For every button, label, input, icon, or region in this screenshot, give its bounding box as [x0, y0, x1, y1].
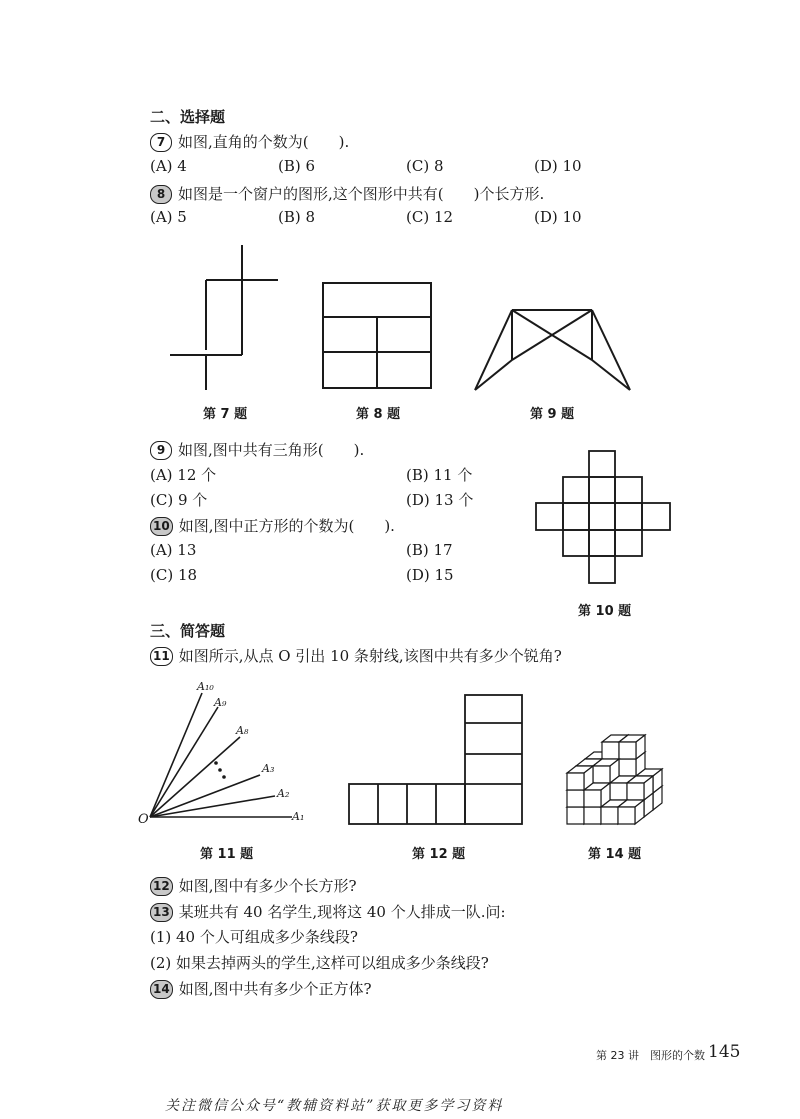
cube-face — [567, 807, 584, 824]
option-b: (B) 6 — [278, 157, 316, 175]
page-number: 145 — [708, 1042, 741, 1062]
option-c: (C) 9 个 — [150, 491, 208, 509]
option-a: (A) 5 — [150, 208, 187, 226]
option-d: (D) 10 — [534, 157, 582, 175]
question-8 — [150, 183, 544, 204]
question-11 — [150, 645, 562, 666]
question-text: 如图,图中正方形的个数为( ). — [178, 517, 395, 535]
ray-label: A₈ — [236, 724, 249, 737]
question-text: 如图是一个窗户的图形,这个图形中共有( )个长方形. — [178, 185, 545, 203]
question-text: 如图,图中共有三角形( ). — [178, 441, 365, 459]
caption-figure-11: 第 11 题 — [200, 847, 254, 862]
figure-14 — [562, 740, 662, 828]
question-13-part-1: (1) 40 个人可组成多少条线段? — [150, 928, 358, 946]
question-text: 如图,图中有多少个长方形? — [178, 877, 357, 895]
question-number: 11 — [150, 647, 173, 666]
caption-figure-14: 第 14 题 — [588, 847, 642, 862]
ray-label: A₁ — [292, 810, 305, 823]
chapter-title: 第 23 讲 图形的个数 — [596, 1049, 705, 1062]
question-12 — [150, 875, 357, 896]
question-text: 某班共有 40 名学生,现将这 40 个人排成一队.问: — [178, 903, 506, 921]
figure-9 — [470, 302, 635, 394]
ray-label: A₁₀ — [197, 680, 214, 693]
question-number: 13 — [150, 903, 173, 922]
question-number: 7 — [150, 133, 172, 152]
option-d: (D) 13 个 — [406, 491, 474, 509]
caption-figure-12: 第 12 题 — [412, 847, 466, 862]
caption-figure-9: 第 9 题 — [530, 407, 575, 422]
option-c: (C) 18 — [150, 566, 198, 584]
cube-face — [619, 742, 636, 759]
cube-face — [610, 783, 627, 800]
question-13-part-2: (2) 如果去掉两头的学生,这样可以组成多少条线段? — [150, 954, 489, 972]
question-number: 8 — [150, 185, 172, 204]
ray-label: A₃ — [262, 762, 275, 775]
question-text: 如图所示,从点 O 引出 10 条射线,该图中共有多少个锐角? — [178, 647, 562, 665]
question-10 — [150, 515, 395, 536]
option-b: (B) 8 — [278, 208, 316, 226]
cube-face — [619, 759, 636, 776]
figure-7 — [160, 240, 290, 395]
option-c: (C) 12 — [406, 208, 454, 226]
ray-label: A₉ — [214, 696, 227, 709]
section-heading-choice: 二、选择题 — [150, 108, 226, 126]
option-d: (D) 15 — [406, 566, 454, 584]
question-7 — [150, 131, 349, 152]
ray-label: A₂ — [277, 787, 290, 800]
cube-face — [602, 742, 619, 759]
figure-10 — [535, 450, 671, 584]
point-label-o: O — [138, 812, 149, 827]
question-13 — [150, 901, 506, 922]
option-b: (B) 17 — [406, 541, 453, 559]
question-number: 14 — [150, 980, 173, 999]
question-9 — [150, 439, 364, 460]
cube-face — [618, 807, 635, 824]
option-a: (A) 13 — [150, 541, 197, 559]
question-number: 9 — [150, 441, 172, 460]
cube-face — [567, 773, 584, 790]
question-number: 10 — [150, 517, 173, 536]
question-text: 如图,图中共有多少个正方体? — [178, 980, 372, 998]
cube-face — [567, 790, 584, 807]
caption-figure-8: 第 8 题 — [356, 407, 401, 422]
caption-figure-7: 第 7 题 — [203, 407, 248, 422]
cube-face — [601, 807, 618, 824]
promo-note: 关注微信公众号“教辅资料站”获取更多学习资料 — [165, 1098, 504, 1114]
section-heading-short-answer: 三、简答题 — [150, 622, 226, 640]
option-d: (D) 10 — [534, 208, 582, 226]
option-c: (C) 8 — [406, 157, 444, 175]
question-14 — [150, 978, 372, 999]
caption-figure-10: 第 10 题 — [578, 604, 632, 619]
figure-8 — [320, 280, 435, 392]
figure-12 — [346, 692, 526, 827]
option-a: (A) 12 个 — [150, 466, 217, 484]
cube-face — [593, 766, 610, 783]
question-number: 12 — [150, 877, 173, 896]
option-b: (B) 11 个 — [406, 466, 473, 484]
cube-face — [627, 783, 644, 800]
cube-face — [584, 807, 601, 824]
option-a: (A) 4 — [150, 157, 187, 175]
question-text: 如图,直角的个数为( ). — [178, 133, 350, 151]
cube-face — [584, 790, 601, 807]
